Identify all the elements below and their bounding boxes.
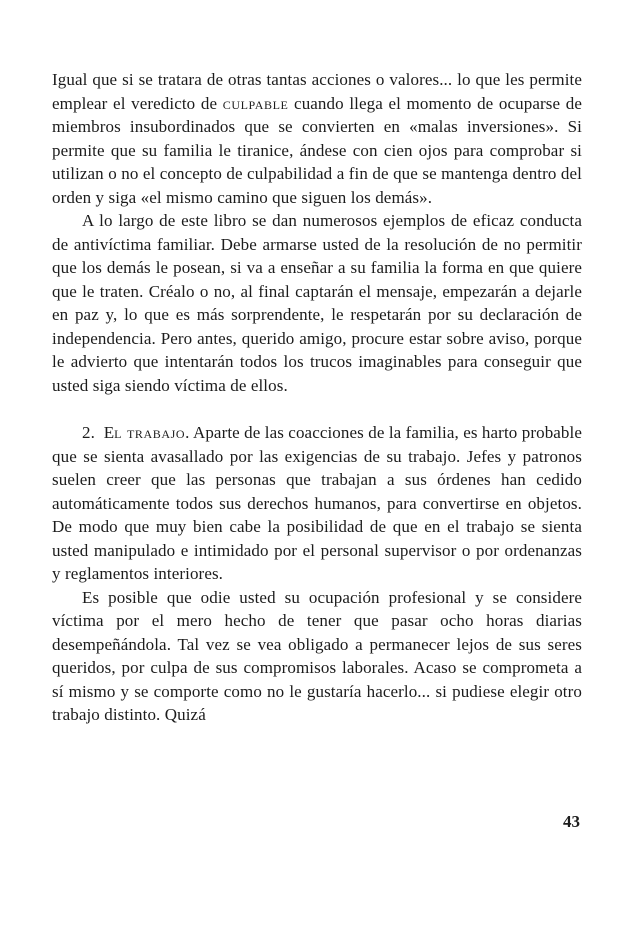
section-heading <box>104 423 185 442</box>
section-heading-rest: l trabajo <box>114 423 186 442</box>
page-number: 43 <box>563 812 580 831</box>
paragraph-3-text: . Aparte de las coacciones de la familia, es harto probable que se sienta avasallado por las exigencias de su trabajo. Jefes y patronos suelen creer que las personas que trabajan a sus órdenes han cedido automáticamente todos sus derechos humanos, para convertirse en objetos. De modo que muy bien cabe la posibilidad de que en el trabajo se sienta usted manipulado e intimidado por el personal supervisor o por ordenanzas y reglamentos interiores. <box>52 423 583 583</box>
paragraph-1 <box>52 68 582 209</box>
paragraph-3 <box>52 421 582 586</box>
section-spacer <box>52 397 582 421</box>
paragraph-1-text-a: Igual que si se tratara de otras tantas acciones o valores... lo que les permite emplear el veredicto de <box>52 70 582 113</box>
section-number: 2. <box>82 423 95 442</box>
paragraph-2: A lo largo de este libro se dan numerosos ejemplos de eficaz conducta de antivíctima familiar. Debe armarse usted de la resolución de no permitir que los demás le posean, si va a enseñar a su familia la forma en que quiere que le traten. Créalo o no, al final captarán el mensaje, empezarán a dejarle en paz y, lo que es más sorprendente, le respetarán por su declaración de independencia. Pero antes, querido amigo, procure estar sobre aviso, porque le advierto que intentarán todos los trucos imaginables para conseguir que usted siga siendo víctima de ellos. <box>52 211 582 395</box>
book-page <box>52 68 582 868</box>
paragraph-1-text-b: cuando llega el momento de ocuparse de miembros insubordinados que se convierten en «malas inversiones». Si permite que su familia le tiranice, ándese con cien ojos para comprobar si utilizan o no el concepto de culpabilidad a fin de que se mantenga dentro del orden y siga «el mismo camino que siguen los demás». <box>52 93 583 207</box>
paragraph-4: Es posible que odie usted su ocupación profesional y se considere víctima por el mero hecho de tener que pasar ocho horas diarias desempeñándola. Tal vez se vea obligado a permanecer lejos de sus seres queridos, por culpa de sus compromisos laborales. Acaso se comprometa a sí mismo y se comporte como no le gustaría hacerlo... si pudiese elegir otro trabajo distinto. Quizá <box>52 587 582 724</box>
section-heading-initial: E <box>103 423 115 442</box>
small-caps-term-culpable: culpable <box>222 93 289 113</box>
